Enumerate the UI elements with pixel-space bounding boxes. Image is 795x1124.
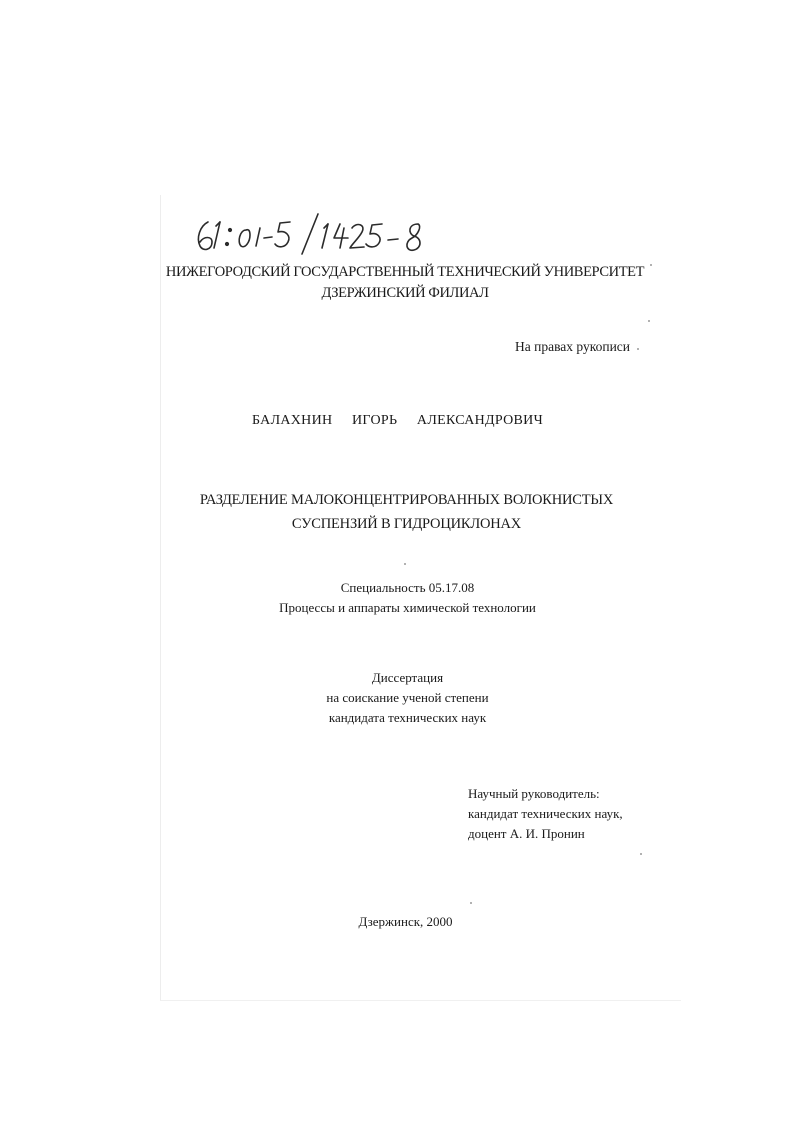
scan-speck xyxy=(404,563,406,565)
dissertation-title xyxy=(0,488,795,536)
university-header xyxy=(0,262,795,304)
dissertation-label: Диссертация xyxy=(371,670,444,685)
scan-speck xyxy=(470,902,472,904)
title-line-2: СУСПЕНЗИЙ В ГИДРОЦИКЛОНАХ xyxy=(291,516,522,532)
specialty-name: Процессы и аппараты химической технологии xyxy=(279,600,536,615)
university-branch: ДЗЕРЖИНСКИЙ ФИЛИАЛ xyxy=(321,285,489,301)
advisor-label: Научный руководитель: xyxy=(468,786,600,801)
university-name: НИЖЕГОРОДСКИЙ ГОСУДАРСТВЕННЫЙ ТЕХНИЧЕСКИЙ УНИВЕРСИТЕТ xyxy=(165,264,645,280)
specialty-block xyxy=(0,578,795,618)
specialty-code: Специальность 05.17.08 xyxy=(340,580,475,595)
scan-speck xyxy=(637,348,639,350)
scan-speck xyxy=(648,320,650,322)
city-year: Дзержинск, 2000 xyxy=(358,914,453,929)
rights-note: На правах рукописи xyxy=(515,339,631,354)
author-name xyxy=(0,413,795,429)
scan-speck xyxy=(650,264,652,266)
title-line-1: РАЗДЕЛЕНИЕ МАЛОКОНЦЕНТРИРОВАННЫХ ВОЛОКНИСТЫХ xyxy=(199,492,614,508)
advisor-degree: кандидат технических наук, xyxy=(468,806,623,821)
dissertation-block xyxy=(0,668,795,728)
dissertation-degree-line-2: кандидата технических наук xyxy=(328,710,487,725)
archive-number-handwritten xyxy=(190,208,460,258)
dissertation-degree-line-1: на соискание ученой степени xyxy=(326,690,489,705)
advisor-name: доцент А. И. Пронин xyxy=(468,826,585,841)
scan-speck xyxy=(640,853,642,855)
handwriting-signature xyxy=(190,208,460,258)
author-name-text: БАЛАХНИН ИГОРЬ АЛЕКСАНДРОВИЧ xyxy=(252,413,543,428)
advisor-block xyxy=(468,784,623,844)
